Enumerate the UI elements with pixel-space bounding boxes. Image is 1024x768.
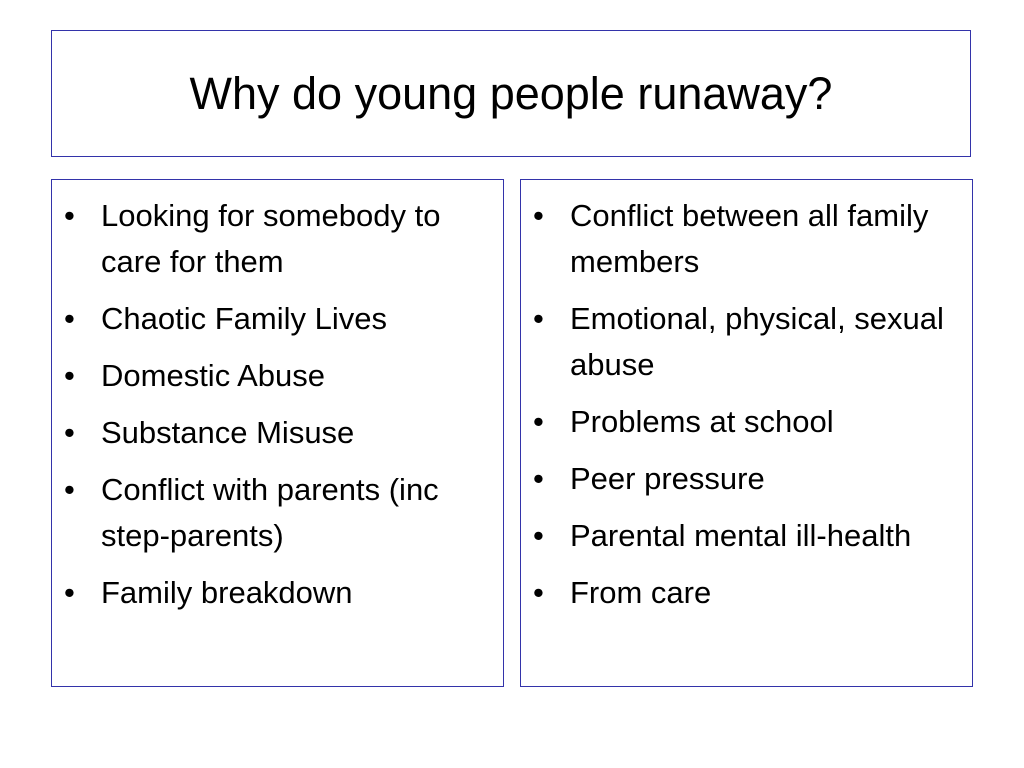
bullet-icon: • bbox=[533, 518, 544, 553]
bullet-icon: • bbox=[64, 472, 75, 507]
left-item-text: Domestic Abuse bbox=[101, 358, 325, 393]
left-list-item bbox=[52, 467, 503, 559]
left-item-text: Chaotic Family Lives bbox=[101, 301, 387, 336]
right-list-item bbox=[521, 570, 972, 616]
bullet-icon: • bbox=[64, 358, 75, 393]
right-column-box bbox=[520, 179, 973, 687]
left-list-item bbox=[52, 353, 503, 399]
bullet-icon: • bbox=[533, 461, 544, 496]
left-list-item bbox=[52, 410, 503, 456]
bullet-icon: • bbox=[533, 575, 544, 610]
right-item-text: Conflict between all family members bbox=[570, 198, 929, 279]
right-item-text: Emotional, physical, sexual abuse bbox=[570, 301, 944, 382]
left-item-text: Substance Misuse bbox=[101, 415, 355, 450]
right-item-text: Parental mental ill-health bbox=[570, 518, 912, 553]
right-item-text: Peer pressure bbox=[570, 461, 765, 496]
left-list-item bbox=[52, 193, 503, 285]
bullet-icon: • bbox=[533, 404, 544, 439]
left-item-text: Family breakdown bbox=[101, 575, 353, 610]
bullet-icon: • bbox=[533, 301, 544, 336]
bullet-icon: • bbox=[64, 301, 75, 336]
bullet-icon: • bbox=[64, 415, 75, 450]
bullet-icon: • bbox=[64, 575, 75, 610]
right-bullet-list bbox=[521, 193, 972, 616]
slide-title: Why do young people runaway? bbox=[189, 68, 833, 119]
right-item-text: From care bbox=[570, 575, 712, 610]
bullet-icon: • bbox=[533, 198, 544, 233]
right-item-text: Problems at school bbox=[570, 404, 834, 439]
right-list-item bbox=[521, 296, 972, 388]
right-list-item bbox=[521, 513, 972, 559]
left-column-box bbox=[51, 179, 504, 687]
left-bullet-list bbox=[52, 193, 503, 616]
right-list-item bbox=[521, 399, 972, 445]
bullet-icon: • bbox=[64, 198, 75, 233]
title-box bbox=[51, 30, 971, 157]
left-item-text: Looking for somebody to care for them bbox=[101, 198, 441, 279]
left-list-item bbox=[52, 296, 503, 342]
right-list-item bbox=[521, 456, 972, 502]
left-list-item bbox=[52, 570, 503, 616]
right-list-item bbox=[521, 193, 972, 285]
left-item-text: Conflict with parents (inc step-parents) bbox=[101, 472, 439, 553]
